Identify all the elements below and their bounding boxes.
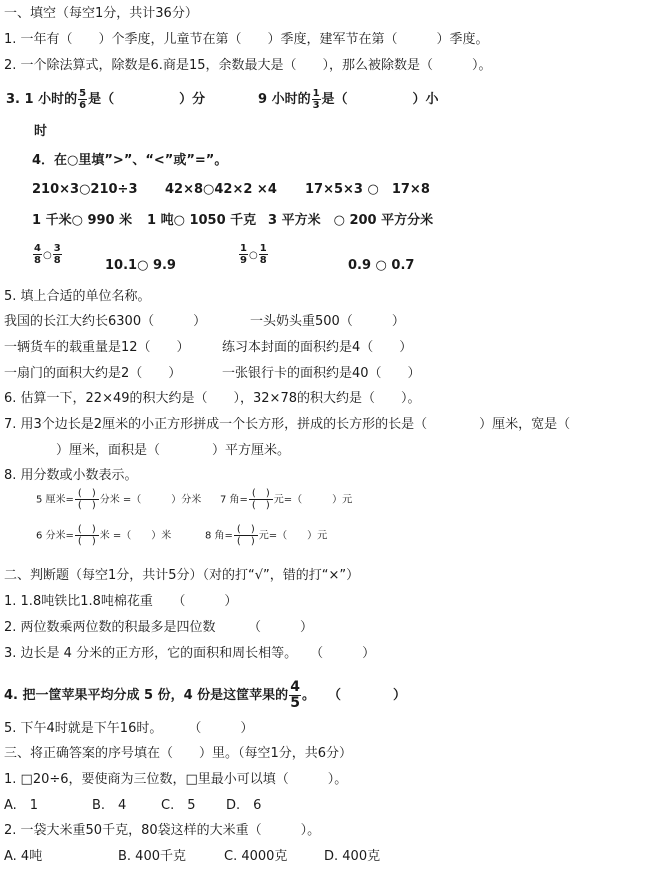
compare-row-3-b: 10.1○ 9.9 <box>105 258 176 273</box>
choice-1-option-d: D. 6 <box>226 798 262 813</box>
fraction-denominator: 6 <box>79 100 87 111</box>
choice-2-option-b: B. 400千克 <box>118 849 186 864</box>
conversion-answer: 分米 =（ ）分米 <box>99 494 202 506</box>
choice-1-option-a: A. 1 <box>4 798 39 813</box>
q3-part-b-suffix: 是（ ）小 <box>321 92 439 107</box>
fraction-numerator: 3 <box>53 243 61 254</box>
fraction-numerator: 1 <box>259 243 267 254</box>
judge-3: 3. 边长是 4 分米的正方形，它的面积和周长相等。 （ ） <box>4 646 376 661</box>
conversion-5cm <box>36 488 201 511</box>
fraction-denominator: 5 <box>290 695 300 711</box>
blank-fraction <box>75 524 99 547</box>
choice-2-option-c: C. 4000克 <box>224 849 288 864</box>
compare-row-1-c: 17×5×3 ○ 17×8 <box>305 182 430 197</box>
fraction-denominator: 9 <box>240 255 247 266</box>
choice-2: 2. 一袋大米重50千克，80袋这样的大米重（ ）。 <box>4 823 321 838</box>
q3-part-b-prefix: 9 小时的 <box>258 92 311 107</box>
compare-row-3-d: 0.9 ○ 0.7 <box>348 258 415 273</box>
judge-5: 5. 下午4时就是下午16时。 （ ） <box>4 721 254 736</box>
conversion-answer: 元=（ ）元 <box>258 530 328 542</box>
compare-row-3-c <box>238 243 269 266</box>
conversion-answer: 元=（ ）元 <box>273 494 353 506</box>
fraction-3-8 <box>53 243 62 266</box>
fraction-numerator: 5 <box>79 88 87 99</box>
section-2-title: 二、判断题（每空1分，共计5分）（对的打“√”，错的打“×”） <box>4 568 360 583</box>
blank-numerator: ( ) <box>75 524 99 536</box>
blank-fraction <box>75 488 99 511</box>
fraction-numerator: 1 <box>240 243 247 254</box>
judge-4-text: 4. 把一筐苹果平均分成 5 份，4 份是这筐苹果的 <box>4 688 289 703</box>
unit-line-1-b: 一头奶头重500（ ） <box>250 314 405 329</box>
question-1-8-title: 8. 用分数或小数表示。 <box>4 468 138 483</box>
fraction-4-5 <box>289 680 301 711</box>
conversion-8jiao <box>205 524 327 547</box>
compare-row-2-a: 1 千米○ 990 米 <box>32 213 133 228</box>
judge-4 <box>4 680 406 711</box>
conversion-label: 7 角= <box>220 494 248 506</box>
fraction-denominator: 3 <box>312 100 320 111</box>
unit-line-2-a: 一辆货车的载重量是12（ ） <box>4 340 190 355</box>
compare-row-1-b: 42×8○42×2 ×4 <box>165 182 277 197</box>
question-1-2: 2. 一个除法算式，除数是6.商是15，余数最大是（ ），那么被除数是（ ）。 <box>4 58 492 73</box>
question-1-3-part-b <box>258 88 439 111</box>
conversion-label: 8 角= <box>205 530 233 542</box>
conversion-label: 6 分米= <box>36 530 74 542</box>
question-1-4-title: 4．在○里填”>”、“<”或”=”。 <box>32 153 228 168</box>
unit-line-2-b: 练习本封面的面积约是4（ ） <box>222 340 413 355</box>
fraction-denominator: 8 <box>259 255 267 266</box>
compare-row-3-a <box>32 243 63 266</box>
choice-2-option-a: A. 4吨 <box>4 849 43 864</box>
compare-circle: ○ <box>42 250 52 261</box>
question-1-3 <box>6 88 205 111</box>
choice-1: 1. □20÷6，要使商为三位数，□里最小可以填（ ）。 <box>4 772 348 787</box>
blank-denominator: ( ) <box>236 536 255 547</box>
fraction-4-8 <box>33 243 42 266</box>
blank-denominator: ( ) <box>77 500 96 511</box>
blank-denominator: ( ) <box>77 536 96 547</box>
q3-part-a-prefix: 3. 1 小时的 <box>6 92 78 107</box>
choice-1-option-c: C. 5 <box>161 798 196 813</box>
compare-row-1-a: 210×3○210÷3 <box>32 182 138 197</box>
unit-line-3-b: 一张银行卡的面积约是40（ ） <box>222 366 421 381</box>
question-1-5-title: 5. 填上合适的单位名称。 <box>4 289 151 304</box>
choice-1-option-b: B. 4 <box>92 798 127 813</box>
q3-part-a-suffix: 是（ ）分 <box>88 92 206 107</box>
blank-fraction <box>249 488 273 511</box>
fraction-numerator: 1 <box>312 88 320 99</box>
fraction-denominator: 8 <box>34 255 41 266</box>
blank-numerator: ( ) <box>234 524 258 536</box>
conversion-label: 5 厘米= <box>36 494 74 506</box>
compare-row-2-c: 3 平方米 ○ 200 平方分米 <box>268 213 434 228</box>
conversion-6dm <box>36 524 171 547</box>
section-3-title: 三、将正确答案的序号填在（ ）里。（每空1分，共6分） <box>4 746 353 761</box>
blank-numerator: ( ) <box>75 488 99 500</box>
choice-2-option-d: D. 400克 <box>324 849 381 864</box>
fraction-1-3 <box>312 88 321 111</box>
fraction-numerator: 4 <box>34 243 41 254</box>
judge-1: 1. 1.8吨铁比1.8吨棉花重 （ ） <box>4 594 238 609</box>
question-1-1: 1. 一年有（ ）个季度，儿童节在第（ ）季度，建军节在第（ ）季度。 <box>4 32 489 47</box>
unit-line-1-a: 我国的长江大约长6300（ ） <box>4 314 207 329</box>
blank-denominator: ( ) <box>251 500 270 511</box>
compare-row-2-b: 1 吨○ 1050 千克 <box>147 213 257 228</box>
blank-numerator: ( ) <box>249 488 273 500</box>
fraction-numerator: 4 <box>290 679 300 695</box>
judge-4-blank: 。 （ ） <box>301 688 406 703</box>
fraction-denominator: 8 <box>53 255 61 266</box>
conversion-answer: 米 =（ ）米 <box>99 530 172 542</box>
section-1-title: 一、填空（每空1分，共计36分） <box>4 6 198 21</box>
conversion-7jiao <box>220 488 352 511</box>
fraction-5-6 <box>78 88 87 111</box>
unit-line-3-a: 一扇门的面积大约是2（ ） <box>4 366 182 381</box>
fraction-1-8 <box>259 243 268 266</box>
question-1-7-line-1: 7. 用3个边长是2厘米的小正方形拼成一个长方形，拼成的长方形的长是（ ）厘米，宽是（ <box>4 417 571 432</box>
judge-2: 2. 两位数乘两位数的积最多是四位数 （ ） <box>4 620 314 635</box>
question-1-3-wrap: 时 <box>34 124 48 139</box>
question-1-6: 6. 估算一下，22×49的积大约是（ ），32×78的积大约是（ ）。 <box>4 391 421 406</box>
blank-fraction <box>234 524 258 547</box>
question-1-7-line-2: ）厘米，面积是（ ）平方厘米。 <box>30 443 291 458</box>
fraction-1-9 <box>239 243 248 266</box>
compare-circle: ○ <box>248 250 258 261</box>
